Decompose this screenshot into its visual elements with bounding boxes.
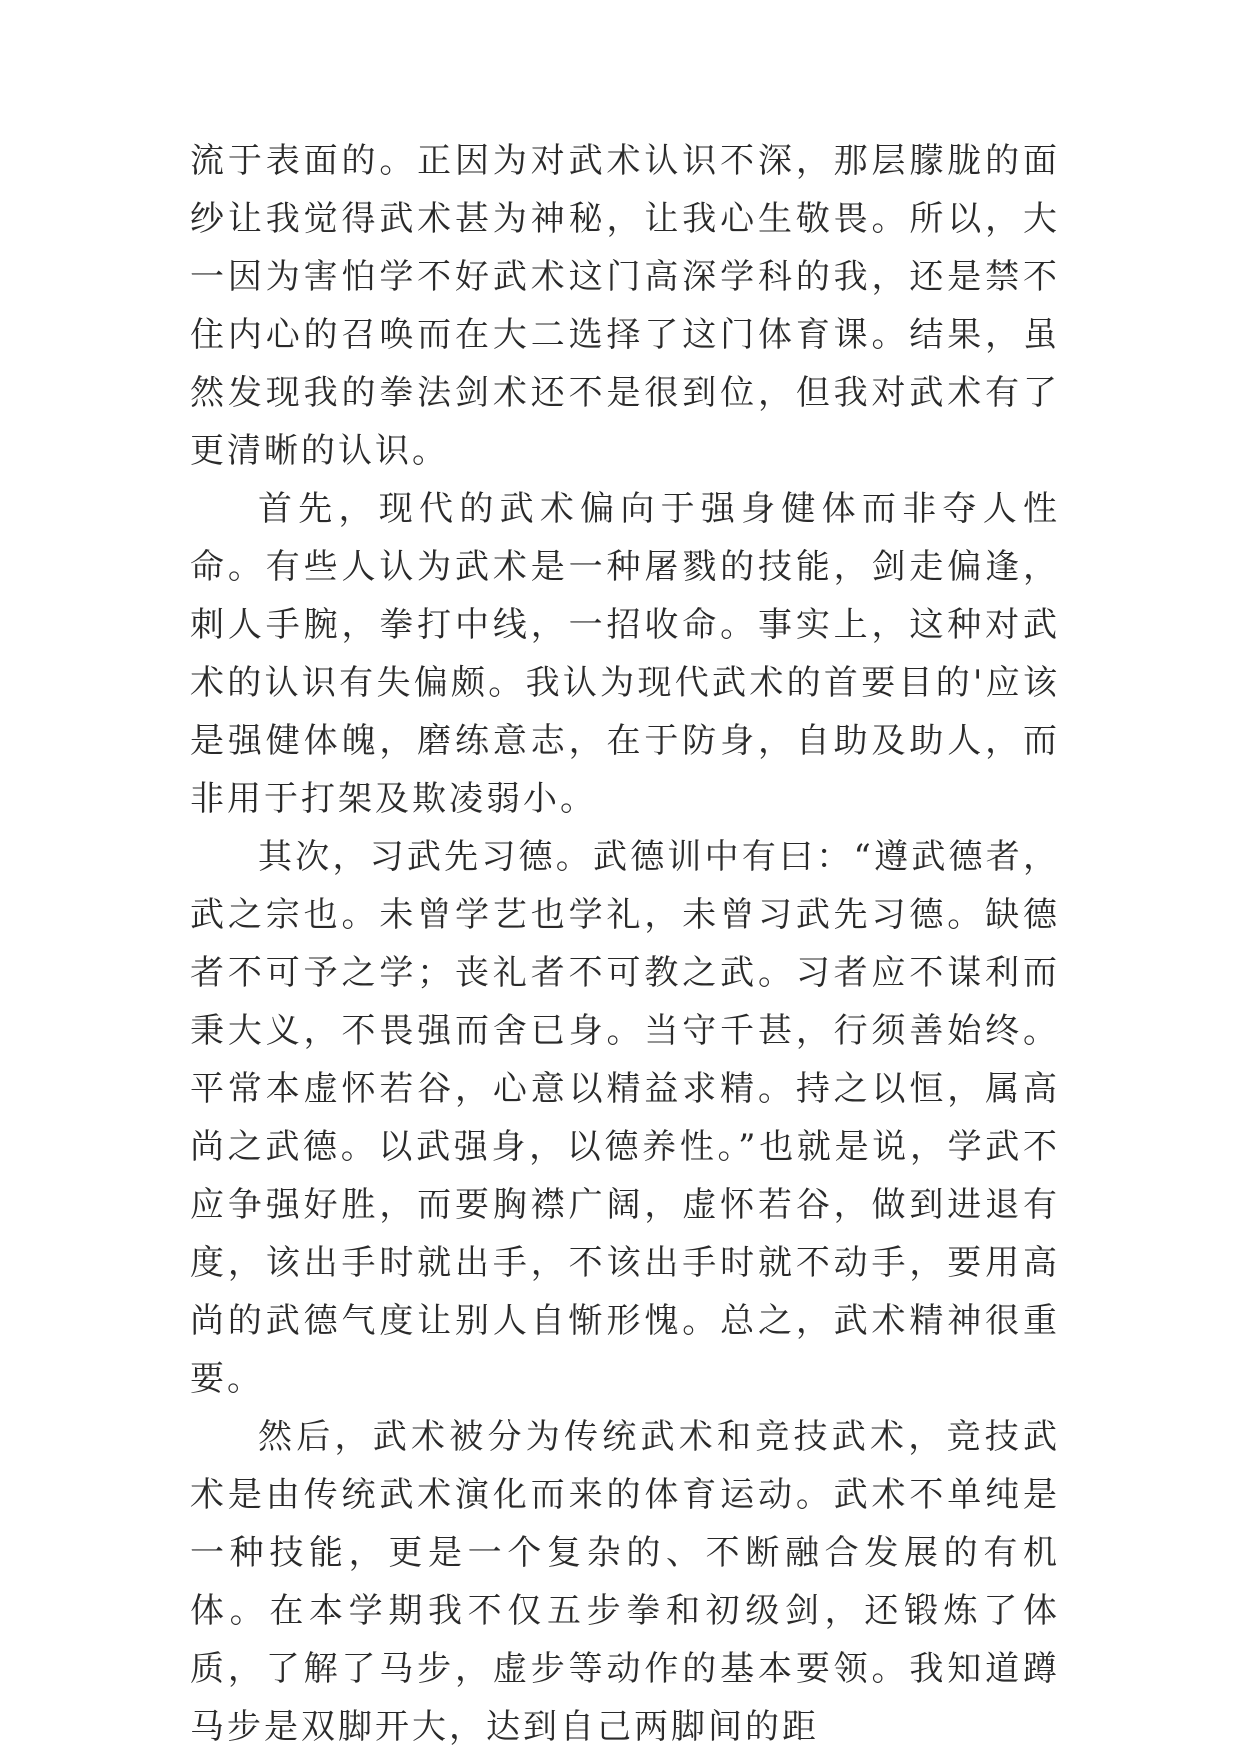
paragraph-martial-virtue: 其次，习武先习德。武德训中有曰：“遵武德者，武之宗也。未曾学艺也学礼，未曾习武先习德。缺德者不可予之学；丧礼者不可教之武。习者应不谋利而秉大义，不畏强而舍已身。当守千甚，行须善始终。平常本虚怀若谷，心意以精益求精。持之以恒，属高尚之武德。以武强身，以德养性。”也就是说，学武不应争强好胜，而要胸襟广阔，虚怀若谷，做到进退有度，该出手时就出手，不该出手时就不动手，要用高尚的武德气度让别人自惭形愧。总之，武术精神很重要。 [190,837,1060,1399]
paragraph-traditional-competitive: 然后，武术被分为传统武术和竞技武术，竞技武术是由传统武术演化而来的体育运动。武术不单纯是一种技能，更是一个复杂的、不断融合发展的有机体。在本学期我不仅五步拳和初级剑，还锻炼了体质，了解了马步，虚步等动作的基本要领。我知道蹲马步是双脚开大，达到自己两脚间的距 [190,1417,1060,1747]
paragraph-continuation: 流于表面的。正因为对武术认识不深，那层朦胧的面纱让我觉得武术甚为神秘，让我心生敬畏。所以，大一因为害怕学不好武术这门高深学科的我，还是禁不住内心的召唤而在大二选择了这门体育课。结果，虽然发现我的拳法剑术还不是很到位，但我对武术有了更清晰的认识。 [190,141,1060,471]
paragraph-first-point: 首先，现代的武术偏向于强身健体而非夺人性命。有些人认为武术是一种屠戮的技能，剑走偏逢，刺人手腕，拳打中线，一招收命。事实上，这种对武术的认识有失偏颇。我认为现代武术的首要目的'应该是强健体魄，磨练意志，在于防身，自助及助人，而非用于打架及欺凌弱小。 [190,489,1060,819]
document-body [190,132,1060,1756]
